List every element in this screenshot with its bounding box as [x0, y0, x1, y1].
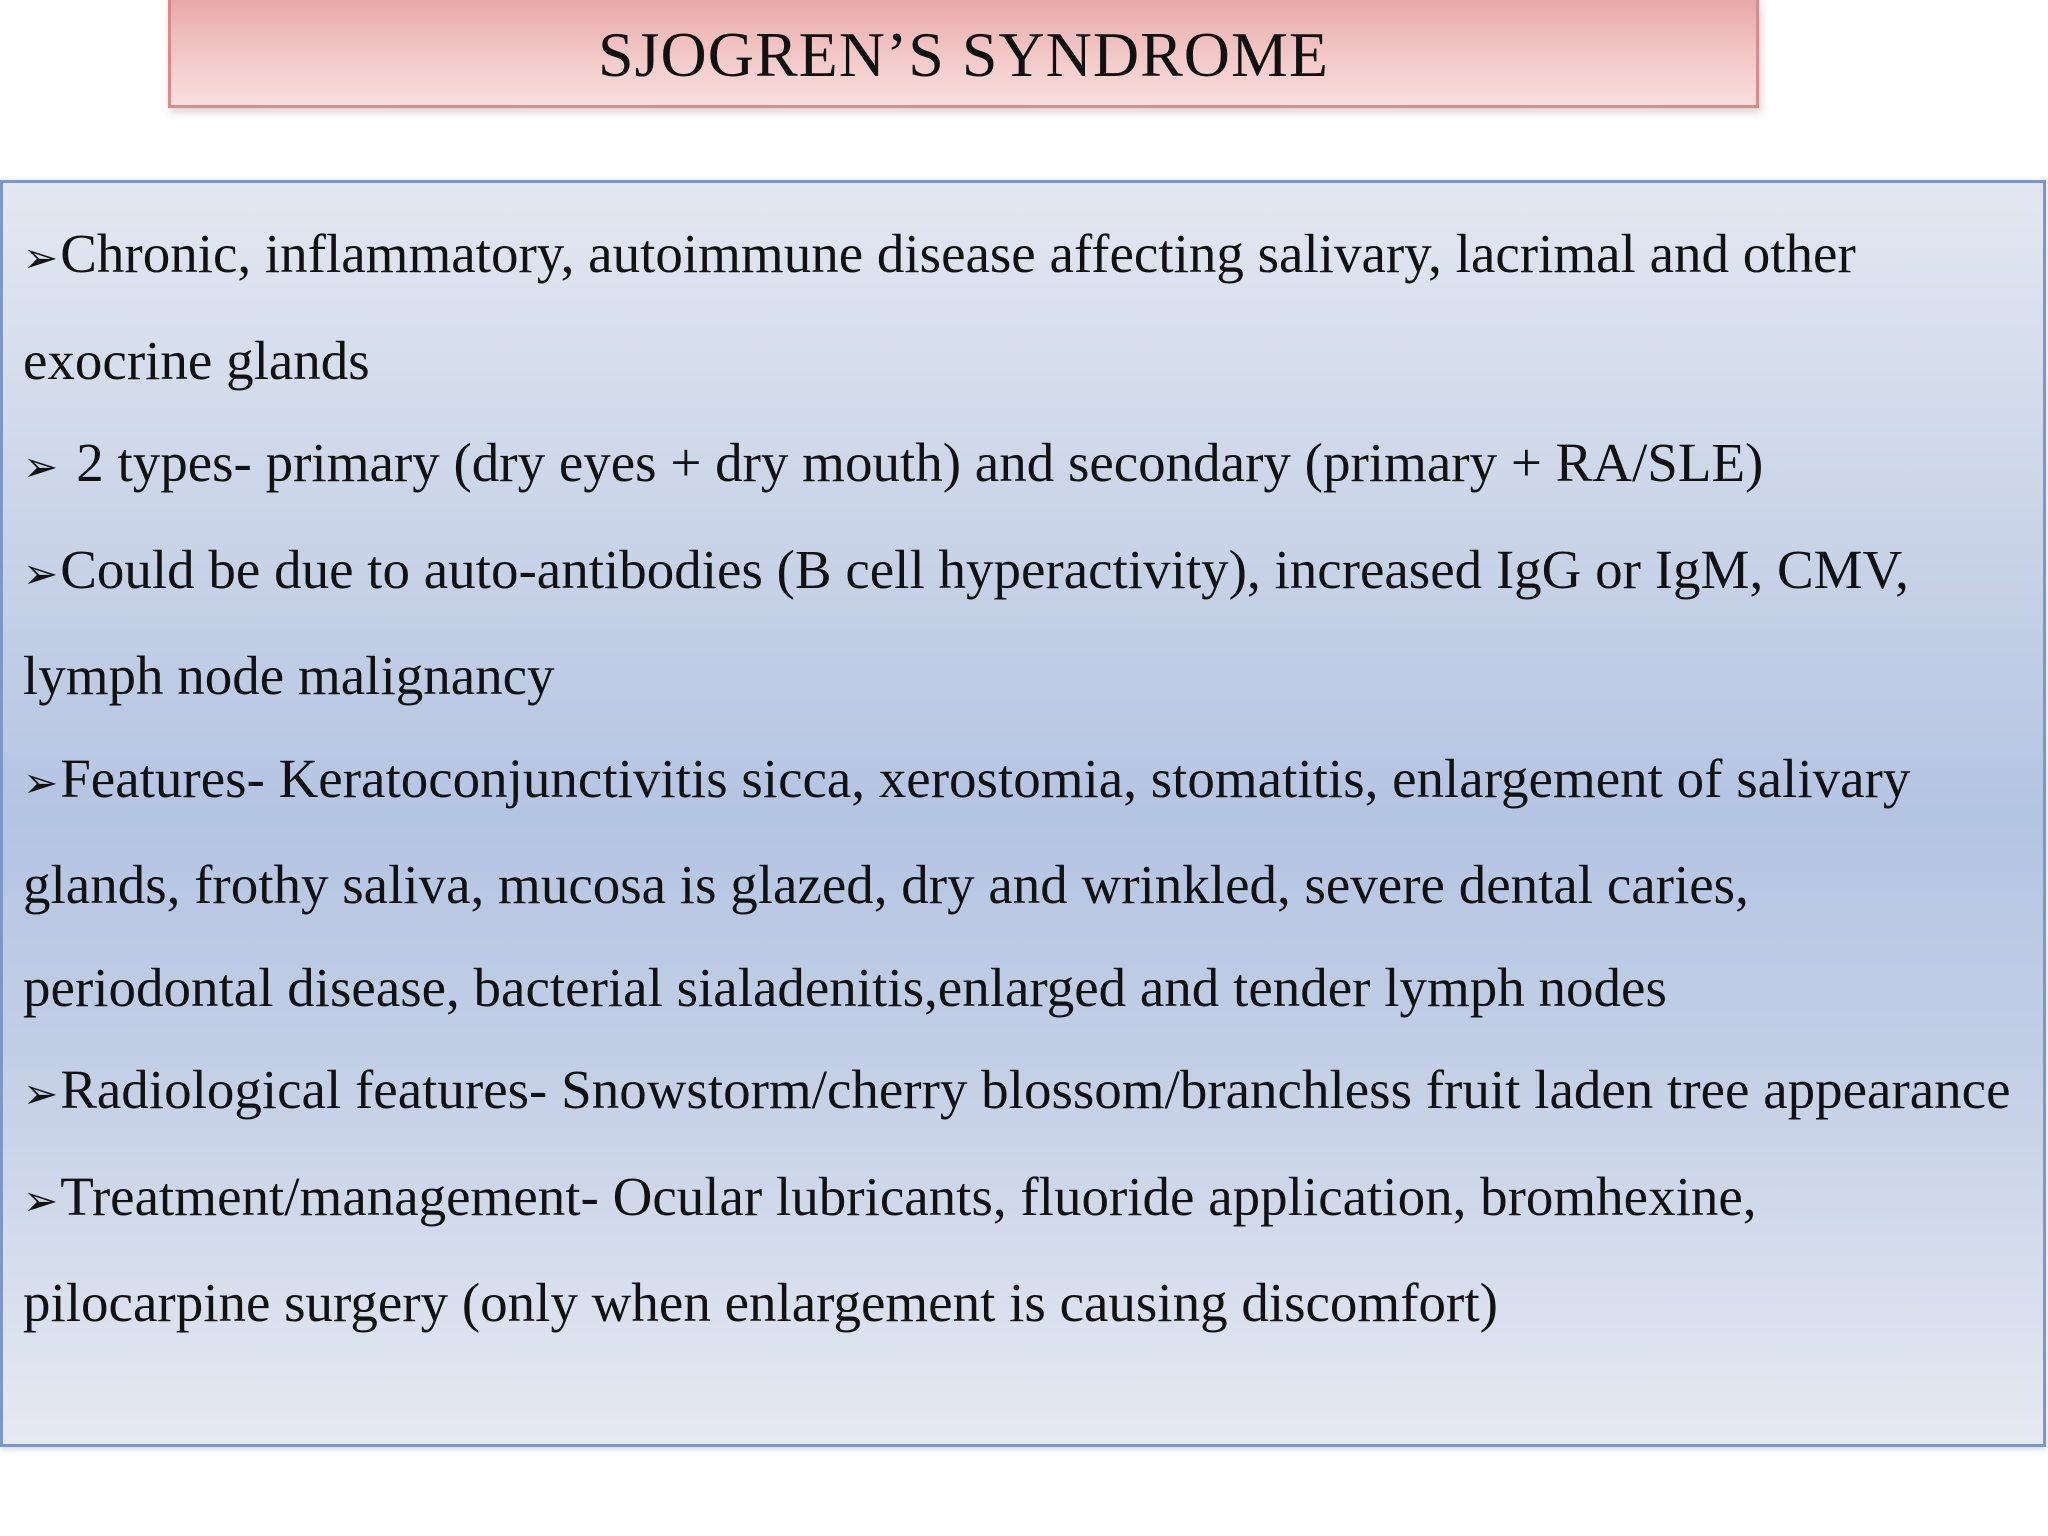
- bullet-item-causes: [23, 519, 2013, 728]
- arrow-bullet-icon: ➢: [23, 1069, 59, 1118]
- bullet-item-chronic: [23, 203, 2013, 412]
- title-banner: [168, 0, 1759, 108]
- slide-title: SJOGREN’S SYNDROME: [598, 18, 1329, 90]
- bullet-text: Chronic, inflammatory, autoimmune disease affecting salivary, lacrimal and other exocrine glands: [23, 223, 1856, 391]
- bullet-text: Features- Keratoconjunctivitis sicca, xerostomia, stomatitis, enlargement of salivary glands, frothy saliva, mucosa is glazed, dry and wrinkled, severe dental caries, periodontal disease, bacterial sialadenitis,enlarged and tender lymph nodes: [23, 747, 1911, 1018]
- bullet-text: Radiological features- Snowstorm/cherry blossom/branchless fruit laden tree appearance: [60, 1059, 2011, 1120]
- content-panel: [0, 180, 2046, 1447]
- bullet-text: Treatment/management- Ocular lubricants, fluoride application, bromhexine, pilocarpine surgery (only when enlargement is causing discomfort): [23, 1165, 1757, 1333]
- arrow-bullet-icon: ➢: [23, 442, 59, 491]
- bullet-text: Could be due to auto-antibodies (B cell hyperactivity), increased IgG or IgM, CMV, lymph node malignancy: [23, 538, 1909, 706]
- bullet-item-treatment: [23, 1146, 2013, 1355]
- bullet-item-radiological: [23, 1039, 2013, 1146]
- arrow-bullet-icon: ➢: [23, 233, 59, 282]
- arrow-bullet-icon: ➢: [23, 1175, 59, 1225]
- bullet-item-types: [23, 412, 2013, 519]
- arrow-bullet-icon: ➢: [23, 757, 59, 807]
- arrow-bullet-icon: ➢: [23, 548, 59, 598]
- bullet-text: 2 types- primary (dry eyes + dry mouth) and secondary (primary + RA/SLE): [76, 432, 1764, 493]
- bullet-item-features: [23, 728, 2013, 1040]
